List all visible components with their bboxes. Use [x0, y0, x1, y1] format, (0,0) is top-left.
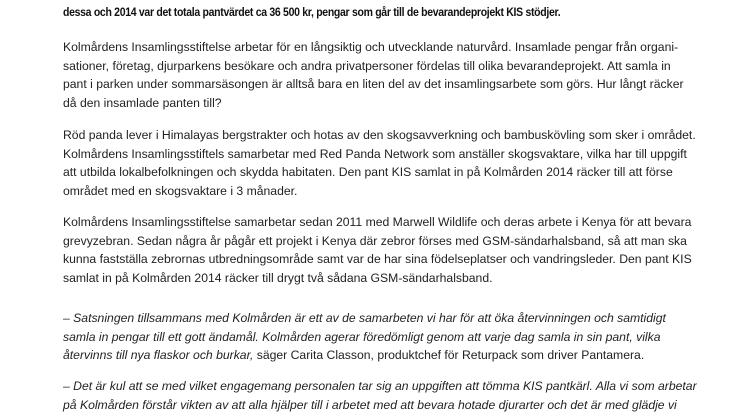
- paragraph-fundraising-foundation: [63, 38, 684, 112]
- quote-line: på Kolmården förstår vikten av att alla hjälper till i arbetet med att bevara hotade djurarter och det är med glädje vi: [63, 397, 677, 412]
- text-line: samlat in på Kolmården 2014 räcker till drygt två sådana GSM-sändarhalsband.: [63, 270, 493, 285]
- quote-line-final: [63, 346, 666, 365]
- text-line: området med en skogsvaktare i 3 månader.: [63, 183, 298, 198]
- paragraph-red-panda: [63, 126, 696, 200]
- lead-paragraph: dessa och 2014 var det totala pantvärdet ca 36 500 kr, pengar som går till de bevarandeprojekt KIS stödjer.: [63, 5, 561, 19]
- text-line: sationer, företag, djurparkens besökare och andra privatpersoner fördelas till olika bevarandeprojekt. Att samla in: [63, 58, 671, 73]
- text-line: kunna fastställa zebrornas utbredningsområde samt var de har sina födelseplatser och vandringsleder. Den pant KIS: [63, 252, 692, 266]
- quote-line: – Det är kul att se med vilket engagemang personalen tar sig an uppgiften att tömma KIS pantkärl. Alla vi som arbetar: [63, 379, 697, 393]
- quote-returpack: [63, 309, 666, 365]
- text-line: pant i parken under sommarsäsongen är alltså bara en liten del av det insamlingsarbete som görs. Hur långt räcker: [63, 77, 684, 91]
- text-line: Kolmårdens Insamlingsstiftelse arbetar för en långsiktig och utvecklande naturvård. Insamlade pengar från organi-: [63, 40, 679, 54]
- quote-line: samla in pengar till ett gott ändamål. Kolmården agerar föredömligt genom att varje dag samla in sin pant, vilka: [63, 329, 661, 344]
- text-line: Kolmårdens Insamlingsstiftelse samarbetar sedan 2011 med Marwell Wildlife och deras arbete i Kenya för att bevara: [63, 215, 692, 229]
- text-line: Kolmårdens Insamlingsstiftels samarbetar med Red Panda Network som anställer skogsvaktare, vilka har till uppgift: [63, 146, 687, 161]
- quote-line: – Satsningen tillsammans med Kolmården är ett av de samarbeten vi har för att öka återvinningen och samtidigt: [63, 311, 666, 325]
- quote-kolmarden-staff: [63, 377, 697, 414]
- text-line: grevyzebran. Sedan några år pågår ett projekt i Kenya där zebror förses med GSM-sändarhalsband, så att man ska: [63, 233, 687, 248]
- text-line: då den insamlade panten till?: [63, 95, 222, 110]
- text-line: att utbilda lokalbefolkningen och skydda habitaten. Den pant KIS samlat in på Kolmården 2014 räcker till att förse: [63, 165, 673, 179]
- paragraph-grevy-zebra: [63, 213, 692, 287]
- quote-attribution: säger Carita Classon, produktchef för Returpack som driver Pantamera.: [256, 348, 645, 362]
- quote-fragment: återvinns till nya flaskor och burkar,: [63, 348, 254, 362]
- text-line: Röd panda lever i Himalayas bergstrakter och hotas av den skogsavverkning och bambuskövling som sker i området.: [63, 128, 696, 142]
